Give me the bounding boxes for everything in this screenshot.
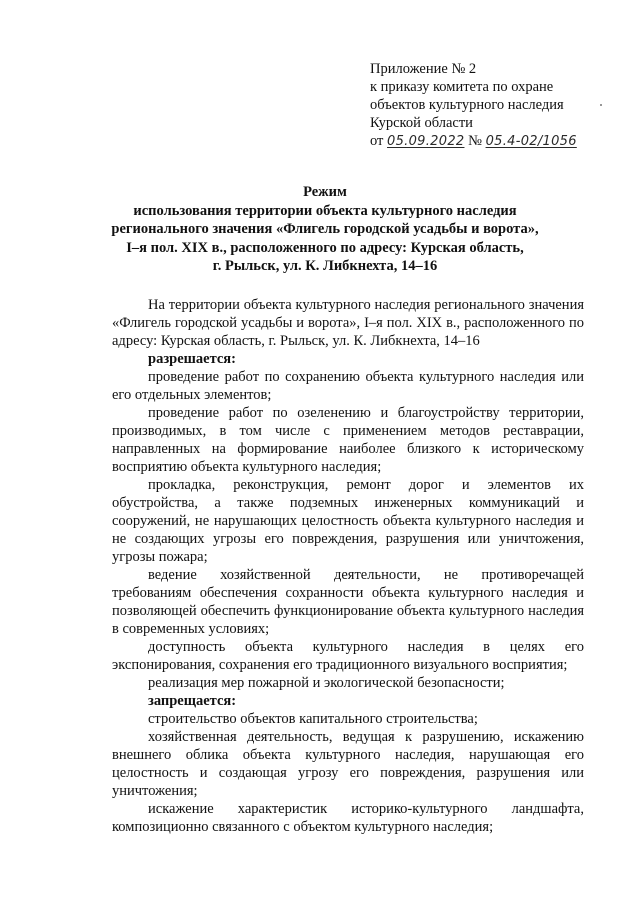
title-line-1: Режим (303, 184, 347, 200)
document-title (80, 183, 570, 276)
forbidden-item: хозяйственная деятельность, ведущая к разрушению, искажению внешнего облика объекта культурного наследия, нарушающая его целостность и создающая угрозу его повреждения, разрушения или уничтожения; (112, 729, 584, 799)
allowed-item: прокладка, реконструкция, ремонт дорог и элементов их обустройства, а также подземных инженерных коммуникаций и сооружений, не нарушающих целостность объекта культурного наследия и не создающих угрозы его повреждения, разрушения или уничтожения, угрозы пожара; (112, 477, 584, 565)
order-number: 05.4-02/1056 (485, 134, 577, 149)
appendix-order-ref: к приказу комитета по охране (370, 79, 554, 95)
title-line-2: использования территории объекта культурного наследия (133, 202, 517, 219)
scan-speck (600, 104, 602, 106)
allowed-item: ведение хозяйственной деятельности, не противоречащей требованиям обеспечения сохранности объекта культурного наследия и позволяющей обеспечить функционирование объекта культурного наследия в современных условиях; (112, 567, 584, 637)
number-label: № (468, 133, 482, 149)
appendix-committee: объектов культурного наследия (370, 97, 564, 113)
allowed-item: проведение работ по сохранению объекта культурного наследия или его отдельных элементов; (112, 369, 584, 403)
allowed-item: реализация мер пожарной и экологической безопасности; (148, 675, 505, 691)
forbidden-item: строительство объектов капитального строительства; (148, 711, 478, 727)
title-line-3: регионального значения «Флигель городской усадьбы и ворота», (111, 221, 539, 237)
title-line-4: I–я пол. XIX в., расположенного по адресу: Курская область, (126, 239, 524, 256)
appendix-block (370, 60, 620, 151)
order-date: 05.09.2022 (387, 134, 465, 149)
order-date-number-line (370, 132, 620, 151)
forbidden-heading: запрещается: (148, 693, 237, 709)
document-body (112, 296, 584, 836)
from-label: от (370, 133, 384, 149)
title-line-5: г. Рыльск, ул. К. Либкнехта, 14–16 (212, 258, 438, 274)
allowed-item: доступность объекта культурного наследия в целях его экспонирования, сохранения его традиционного визуального восприятия; (112, 639, 584, 673)
allowed-item: проведение работ по озеленению и благоустройству территории, производимых, в том числе с применением методов реставрации, направленных на формирование наиболее близкого к историческому восприятию объекта культурного наследия; (112, 405, 584, 475)
appendix-region: Курской области (370, 115, 473, 131)
intro-paragraph: На территории объекта культурного наследия регионального значения «Флигель городской усадьбы и ворота», I–я пол. XIX в., расположенного по адресу: Курская область, г. Рыльск, ул. К. Либкнехта, 14–16 (112, 297, 584, 349)
appendix-number: Приложение № 2 (370, 61, 477, 77)
forbidden-item: искажение характеристик историко-культурного ландшафта, композиционно связанного с объектом культурного наследия; (112, 801, 584, 835)
allowed-heading: разрешается: (148, 351, 236, 367)
